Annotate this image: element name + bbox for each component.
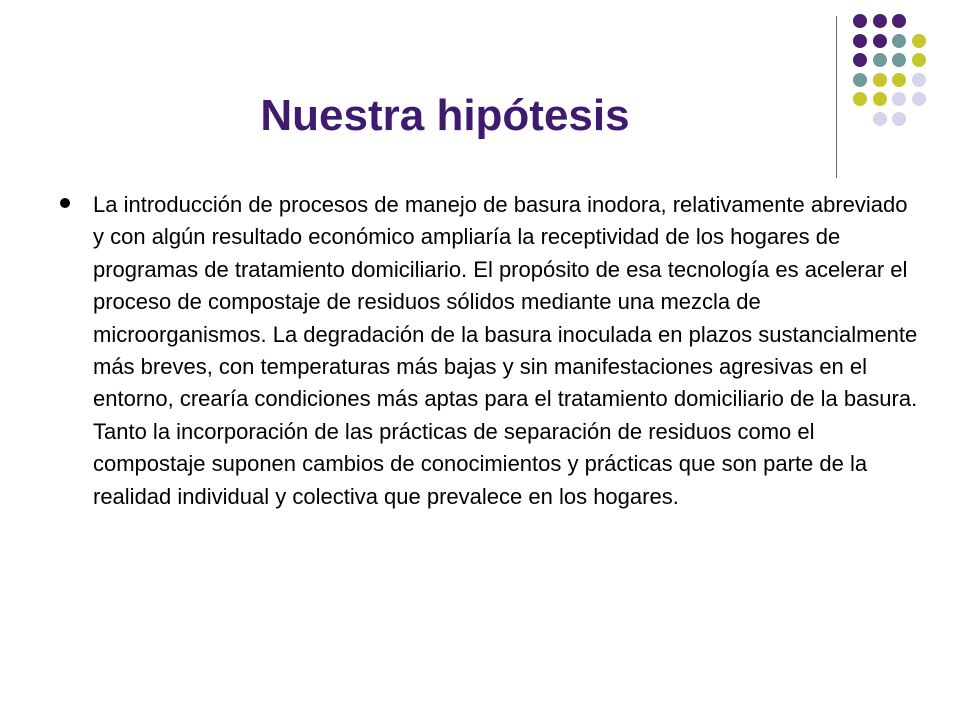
decorative-dot: [912, 34, 926, 48]
decorative-dot: [892, 92, 906, 106]
decorative-dot: [892, 112, 906, 126]
decorative-dot: [912, 73, 926, 87]
decorative-dot: [873, 73, 887, 87]
bullet-text: La introducción de procesos de manejo de basura inodora, relativamente abreviado y con algún resultado económico ampliaría la receptividad de los hogares de programas de tratamiento domiciliario. El propósito de esa tecnología es acelerar el proceso de compostaje de residuos sólidos mediante una mezcla de microorganismos. La degradación de la basura inoculada en plazos sustancialmente más breves, con temperaturas más bajas y sin manifestaciones agresivas en el entorno, crearía condiciones más aptas para el tratamiento domiciliario de la basura. Tanto la incorporación de las prácticas de separación de residuos como el compostaje suponen cambios de conocimientos y prácticas que son parte de la realidad individual y colectiva que prevalece en los hogares.: [93, 192, 918, 509]
decorative-dot: [892, 34, 906, 48]
decorative-dot: [853, 53, 867, 67]
decorative-dot: [892, 53, 906, 67]
decorative-dot: [873, 34, 887, 48]
decorative-dot: [853, 73, 867, 87]
decorative-dot: [853, 34, 867, 48]
decorative-dot: [912, 53, 926, 67]
bullet-list: [60, 189, 920, 513]
decorative-dot: [892, 73, 906, 87]
decorative-dot: [873, 53, 887, 67]
slide-title: Nuestra hipótesis: [260, 91, 630, 140]
bullet-icon: [60, 198, 70, 208]
decorative-dot: [853, 14, 867, 28]
decorative-dot: [873, 14, 887, 28]
bullet-item: [60, 189, 920, 513]
decorative-dot: [892, 14, 906, 28]
decorative-dot: [912, 92, 926, 106]
